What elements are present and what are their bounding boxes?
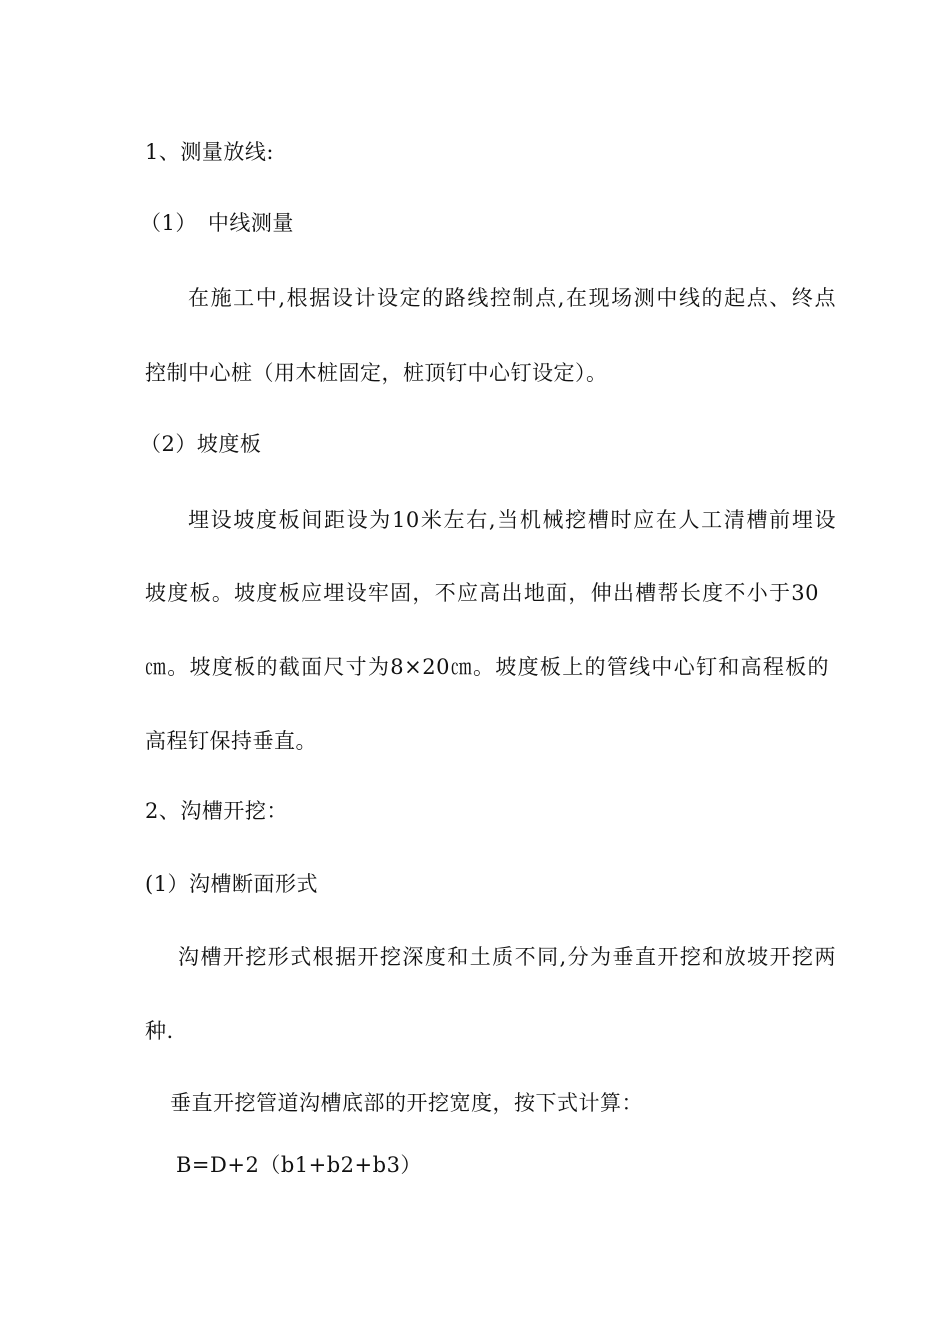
paragraph-line: 控制中心桩（用木桩固定，桩顶钉中心钉设定）。 <box>145 361 608 385</box>
subheading-slope-board: （2）坡度板 <box>140 432 262 456</box>
section-heading-2: 2、沟槽开挖： <box>145 799 288 823</box>
paragraph-line: 高程钉保持垂直。 <box>145 729 317 753</box>
subheading-centerline-survey: （1） 中线测量 <box>140 211 294 235</box>
paragraph-line: 坡度板。坡度板应埋设牢固，不应高出地面，伸出槽帮长度不小于30 <box>145 581 819 605</box>
paragraph-line: 垂直开挖管道沟槽底部的开挖宽度，按下式计算： <box>170 1091 643 1115</box>
subheading-trench-section: (1）沟槽断面形式 <box>145 872 319 896</box>
paragraph-line: 在施工中,根据设计设定的路线控制点,在现场测中线的起点、终点 <box>188 286 836 310</box>
formula-line: B=D+2（b1+b2+b3） <box>176 1153 422 1177</box>
paragraph-line: 埋设坡度板间距设为10米左右,当机械挖槽时应在人工清槽前埋设 <box>188 508 836 532</box>
paragraph-line: 沟槽开挖形式根据开挖深度和土质不同,分为垂直开挖和放坡开挖两 <box>178 945 836 969</box>
paragraph-line: ㎝。坡度板的截面尺寸为8×20㎝。坡度板上的管线中心钉和高程板的 <box>145 655 829 679</box>
section-heading-1: 1、测量放线: <box>145 140 274 164</box>
paragraph-line: 种. <box>145 1019 174 1043</box>
